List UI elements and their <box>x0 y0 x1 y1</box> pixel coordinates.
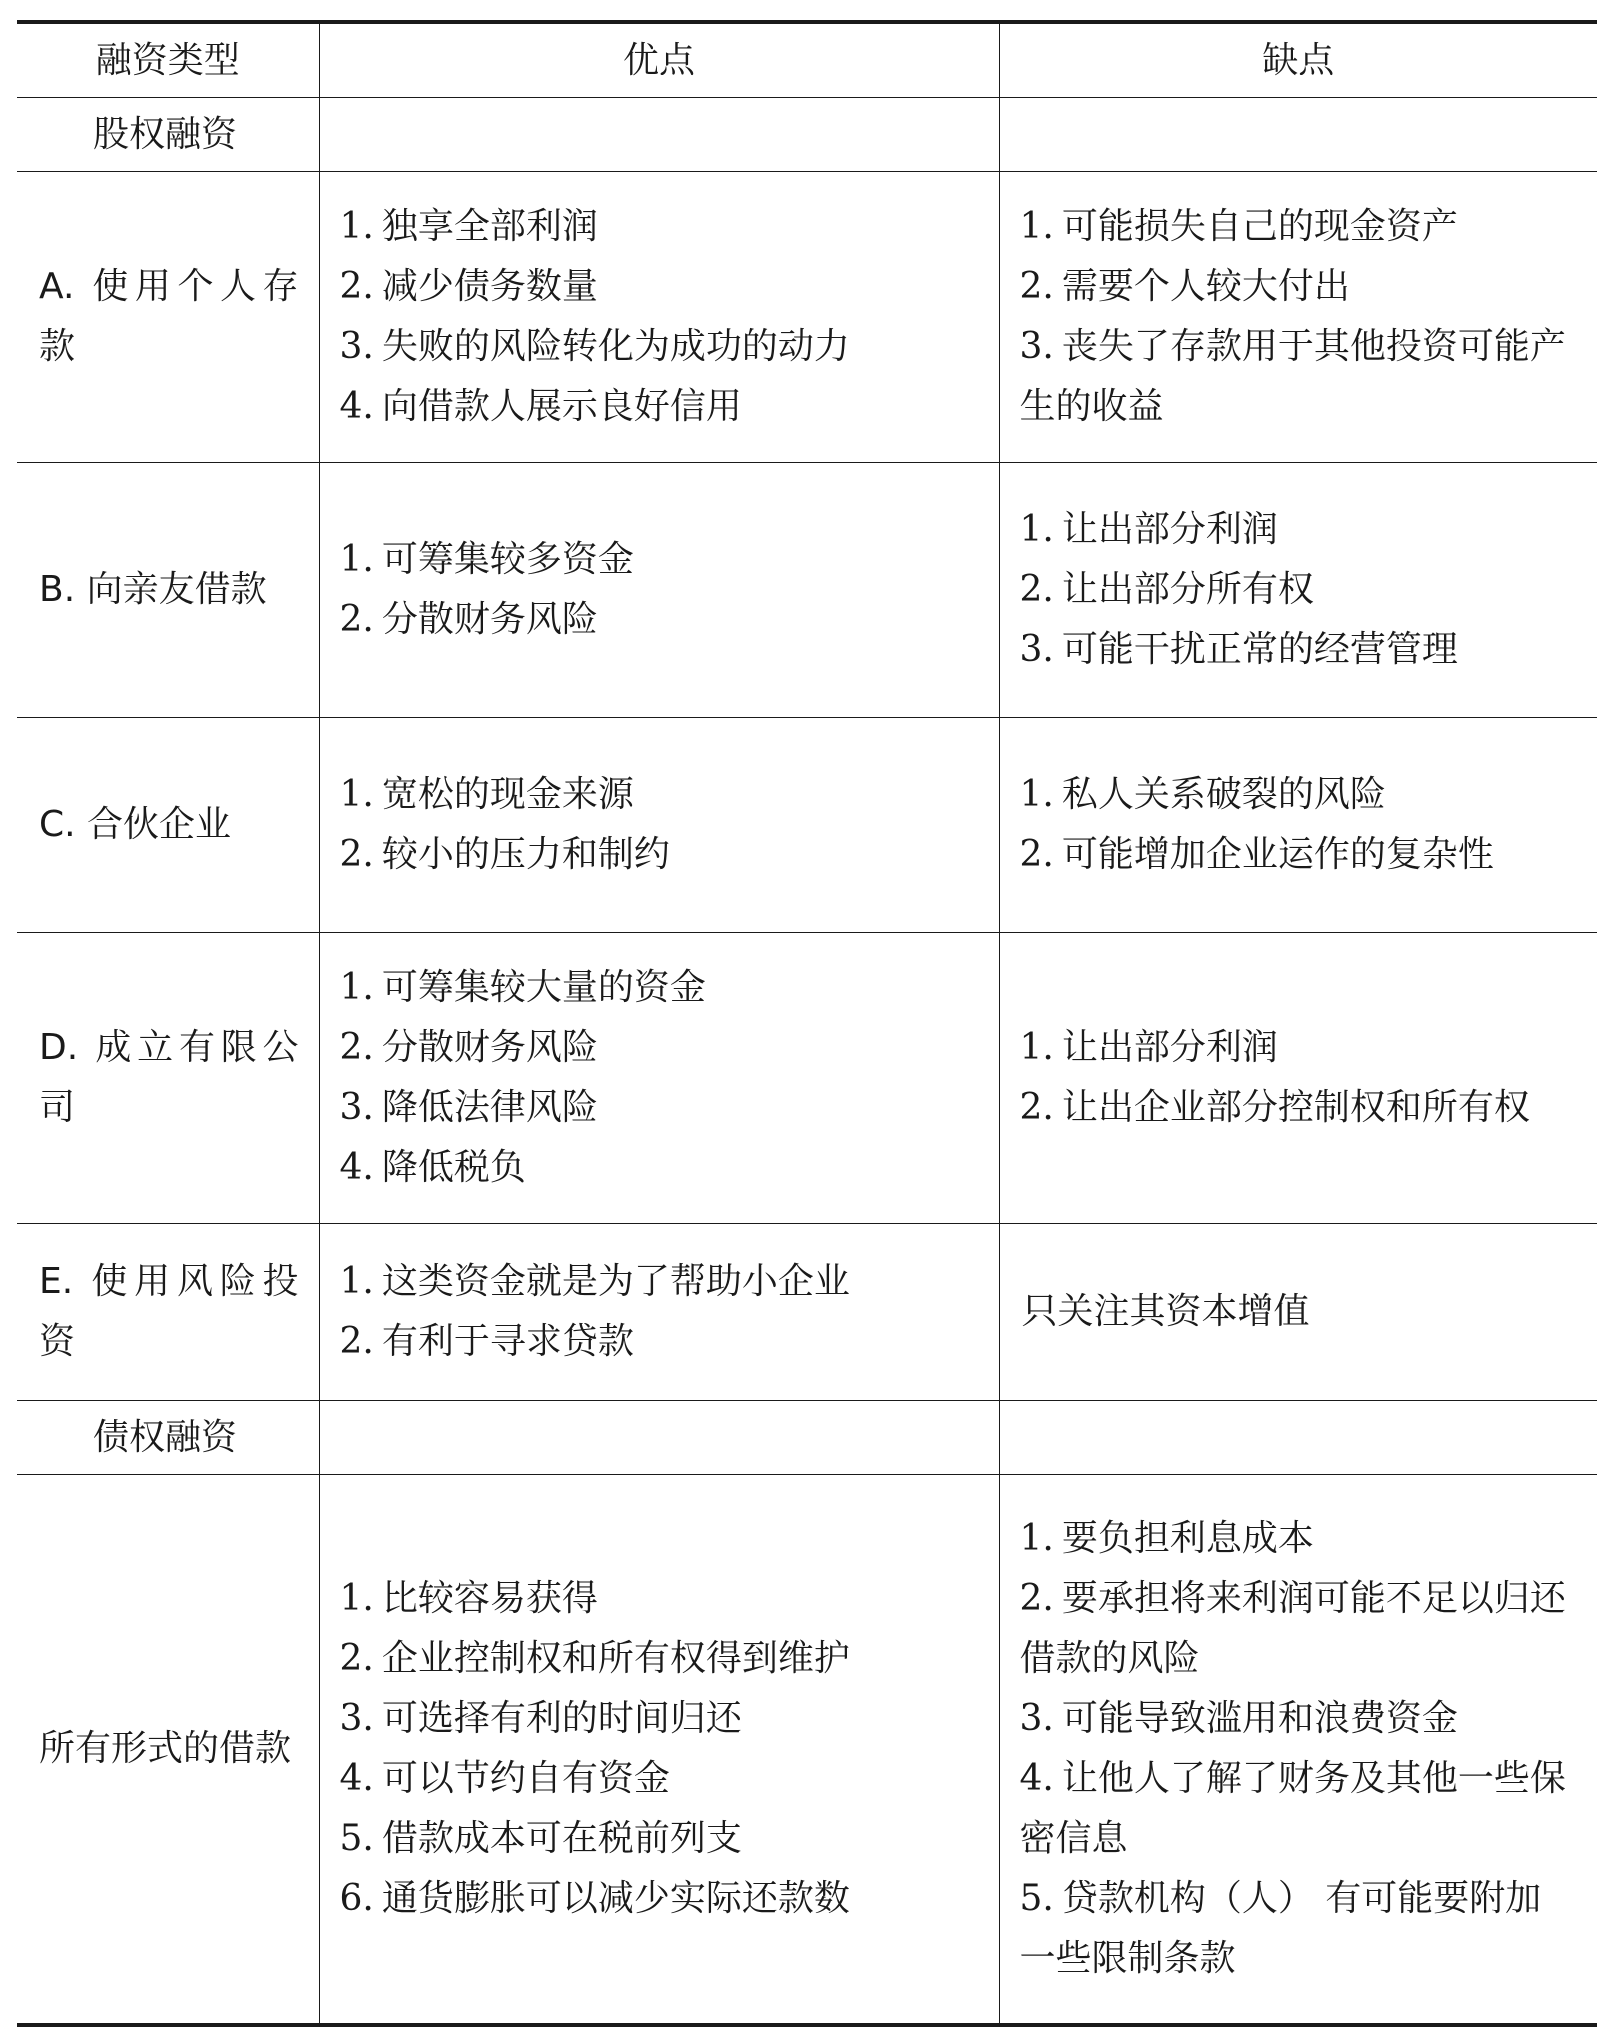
list-item <box>340 1569 979 1629</box>
list-item-text: 这类资金就是为了帮助小企业 <box>381 1261 850 1302</box>
list-item-number: 2. <box>339 834 374 875</box>
list-item-number: 3. <box>1019 326 1054 367</box>
financing-type-cell: C. 合伙企业 <box>17 718 319 933</box>
header-pros: 优点 <box>319 24 999 98</box>
list-item <box>340 1018 979 1078</box>
financing-type-cell: A. 使用个人存款 <box>17 172 319 463</box>
table-row <box>17 463 1597 718</box>
list-item-number: 3. <box>339 326 374 367</box>
list-item <box>340 1869 979 1929</box>
list-item-text: 要承担将来利润可能不足以归还借款的风险 <box>1019 1578 1566 1679</box>
section-row-equity <box>17 98 1597 172</box>
table-row <box>17 933 1597 1224</box>
list-item <box>1020 257 1578 317</box>
list-item-number: 4. <box>1019 1758 1054 1799</box>
list-item-text: 让出部分利润 <box>1061 509 1278 550</box>
list-item-number: 1. <box>339 539 374 580</box>
list-item <box>1020 765 1578 825</box>
list-item <box>1020 500 1578 560</box>
cons-list <box>999 718 1597 933</box>
list-item <box>340 317 979 377</box>
financing-comparison-table <box>17 20 1597 2027</box>
list-item-number: 1. <box>1019 206 1054 247</box>
list-item <box>340 1749 979 1809</box>
list-item-number: 2. <box>1019 266 1054 307</box>
list-item-number: 3. <box>1019 629 1054 670</box>
section-row-debt <box>17 1401 1597 1475</box>
pros-list <box>319 1224 999 1401</box>
list-item-text: 可能导致滥用和浪费资金 <box>1061 1698 1458 1739</box>
list-item-number: 2. <box>339 266 374 307</box>
list-item-number: 1. <box>1019 1027 1054 1068</box>
list-item-number: 4. <box>339 1147 374 1188</box>
list-item <box>1020 825 1578 885</box>
list-item-number: 1. <box>339 774 374 815</box>
list-item-text: 可能增加企业运作的复杂性 <box>1061 834 1494 875</box>
list-item-text: 企业控制权和所有权得到维护 <box>381 1638 850 1679</box>
list-item <box>340 197 979 257</box>
list-item-text: 可能干扰正常的经营管理 <box>1061 629 1458 670</box>
list-item-text: 贷款机构（人） 有可能要附加一些限制条款 <box>1019 1878 1542 1979</box>
list-item-number: 5. <box>339 1818 374 1859</box>
list-item-number: 2. <box>1019 834 1054 875</box>
list-item <box>340 257 979 317</box>
list-item <box>1020 1569 1578 1689</box>
list-item-text: 私人关系破裂的风险 <box>1061 774 1386 815</box>
list-item-number: 3. <box>339 1087 374 1128</box>
list-item-number: 1. <box>1019 774 1054 815</box>
financing-type-cell: B. 向亲友借款 <box>17 463 319 718</box>
list-item-text: 可筹集较大量的资金 <box>381 967 706 1008</box>
list-item-text: 减少债务数量 <box>381 266 598 307</box>
list-item-text: 降低法律风险 <box>381 1087 598 1128</box>
list-item <box>1020 1509 1578 1569</box>
empty-cell <box>999 98 1597 172</box>
list-item <box>340 958 979 1018</box>
list-item-number: 5. <box>1019 1878 1054 1919</box>
header-row <box>17 24 1597 98</box>
list-item-text: 分散财务风险 <box>381 1027 598 1068</box>
empty-cell <box>319 98 999 172</box>
list-item-text: 可选择有利的时间归还 <box>381 1698 742 1739</box>
list-item <box>340 765 979 825</box>
list-item-text: 让出部分利润 <box>1061 1027 1278 1068</box>
pros-list <box>319 1475 999 2024</box>
list-item-number: 2. <box>339 599 374 640</box>
header-cons: 缺点 <box>999 24 1597 98</box>
list-item-number: 3. <box>1019 1698 1054 1739</box>
list-item-number: 2. <box>1019 569 1054 610</box>
list-item <box>340 1252 979 1312</box>
list-item-number: 4. <box>339 1758 374 1799</box>
list-item <box>1020 1018 1578 1078</box>
list-item <box>1020 1078 1578 1138</box>
list-item-text: 可以节约自有资金 <box>381 1758 670 1799</box>
list-item-text: 要负担利息成本 <box>1061 1518 1314 1559</box>
table-row <box>17 1475 1597 2024</box>
list-item-text: 向借款人展示良好信用 <box>381 386 742 427</box>
cons-text: 只关注其资本增值 <box>999 1224 1597 1401</box>
list-item <box>340 1689 979 1749</box>
list-item-number: 1. <box>339 206 374 247</box>
financing-type-cell: E. 使用风险投资 <box>17 1224 319 1401</box>
table-row <box>17 1224 1597 1401</box>
list-item-text: 有利于寻求贷款 <box>381 1321 634 1362</box>
list-item-number: 2. <box>339 1027 374 1068</box>
list-item <box>1020 1689 1578 1749</box>
list-item <box>340 1809 979 1869</box>
list-item <box>340 1078 979 1138</box>
pros-list <box>319 718 999 933</box>
cons-list <box>999 172 1597 463</box>
list-item-number: 3. <box>339 1698 374 1739</box>
empty-cell <box>999 1401 1597 1475</box>
empty-cell <box>319 1401 999 1475</box>
list-item <box>340 1312 979 1372</box>
pros-list <box>319 933 999 1224</box>
list-item-text: 通货膨胀可以减少实际还款数 <box>381 1878 850 1919</box>
table-row <box>17 172 1597 463</box>
list-item-text: 独享全部利润 <box>381 206 598 247</box>
list-item-number: 1. <box>1019 1518 1054 1559</box>
list-item-text: 借款成本可在税前列支 <box>381 1818 742 1859</box>
list-item-text: 让出企业部分控制权和所有权 <box>1061 1087 1530 1128</box>
list-item-text: 可筹集较多资金 <box>381 539 634 580</box>
pros-list <box>319 463 999 718</box>
list-item <box>1020 317 1578 437</box>
financing-type-cell: 所有形式的借款 <box>17 1475 319 2024</box>
list-item-text: 失败的风险转化为成功的动力 <box>381 326 850 367</box>
list-item-text: 可能损失自己的现金资产 <box>1061 206 1458 247</box>
list-item-text: 降低税负 <box>381 1147 526 1188</box>
list-item-number: 2. <box>339 1321 374 1362</box>
cons-list <box>999 1475 1597 2024</box>
list-item-text: 让他人了解了财务及其他一些保密信息 <box>1019 1758 1566 1859</box>
list-item-text: 需要个人较大付出 <box>1061 266 1350 307</box>
financing-type-cell: D. 成立有限公司 <box>17 933 319 1224</box>
list-item-text: 丧失了存款用于其他投资可能产生的收益 <box>1019 326 1566 427</box>
list-item-number: 1. <box>1019 509 1054 550</box>
list-item <box>340 1629 979 1689</box>
list-item <box>1020 620 1578 680</box>
list-item-number: 1. <box>339 1578 374 1619</box>
list-item-number: 1. <box>339 1261 374 1302</box>
list-item-number: 2. <box>339 1638 374 1679</box>
list-item <box>340 825 979 885</box>
list-item <box>340 530 979 590</box>
section-equity-label: 股权融资 <box>17 98 319 172</box>
table-grid <box>17 24 1597 2023</box>
list-item-text: 宽松的现金来源 <box>381 774 634 815</box>
list-item <box>340 377 979 437</box>
list-item <box>1020 1749 1578 1869</box>
list-item-number: 2. <box>1019 1578 1054 1619</box>
list-item-number: 4. <box>339 386 374 427</box>
list-item-text: 分散财务风险 <box>381 599 598 640</box>
list-item-number: 6. <box>339 1878 374 1919</box>
cons-list <box>999 463 1597 718</box>
table-row <box>17 718 1597 933</box>
list-item-number: 2. <box>1019 1087 1054 1128</box>
header-type: 融资类型 <box>95 39 240 81</box>
list-item-text: 比较容易获得 <box>381 1578 598 1619</box>
section-debt-label: 债权融资 <box>17 1401 319 1475</box>
list-item <box>1020 197 1578 257</box>
list-item <box>340 590 979 650</box>
list-item <box>1020 1869 1578 1989</box>
list-item-text: 让出部分所有权 <box>1061 569 1314 610</box>
cons-list <box>999 933 1597 1224</box>
list-item-number: 1. <box>339 967 374 1008</box>
list-item <box>340 1138 979 1198</box>
list-item <box>1020 560 1578 620</box>
list-item-text: 较小的压力和制约 <box>381 834 670 875</box>
pros-list <box>319 172 999 463</box>
